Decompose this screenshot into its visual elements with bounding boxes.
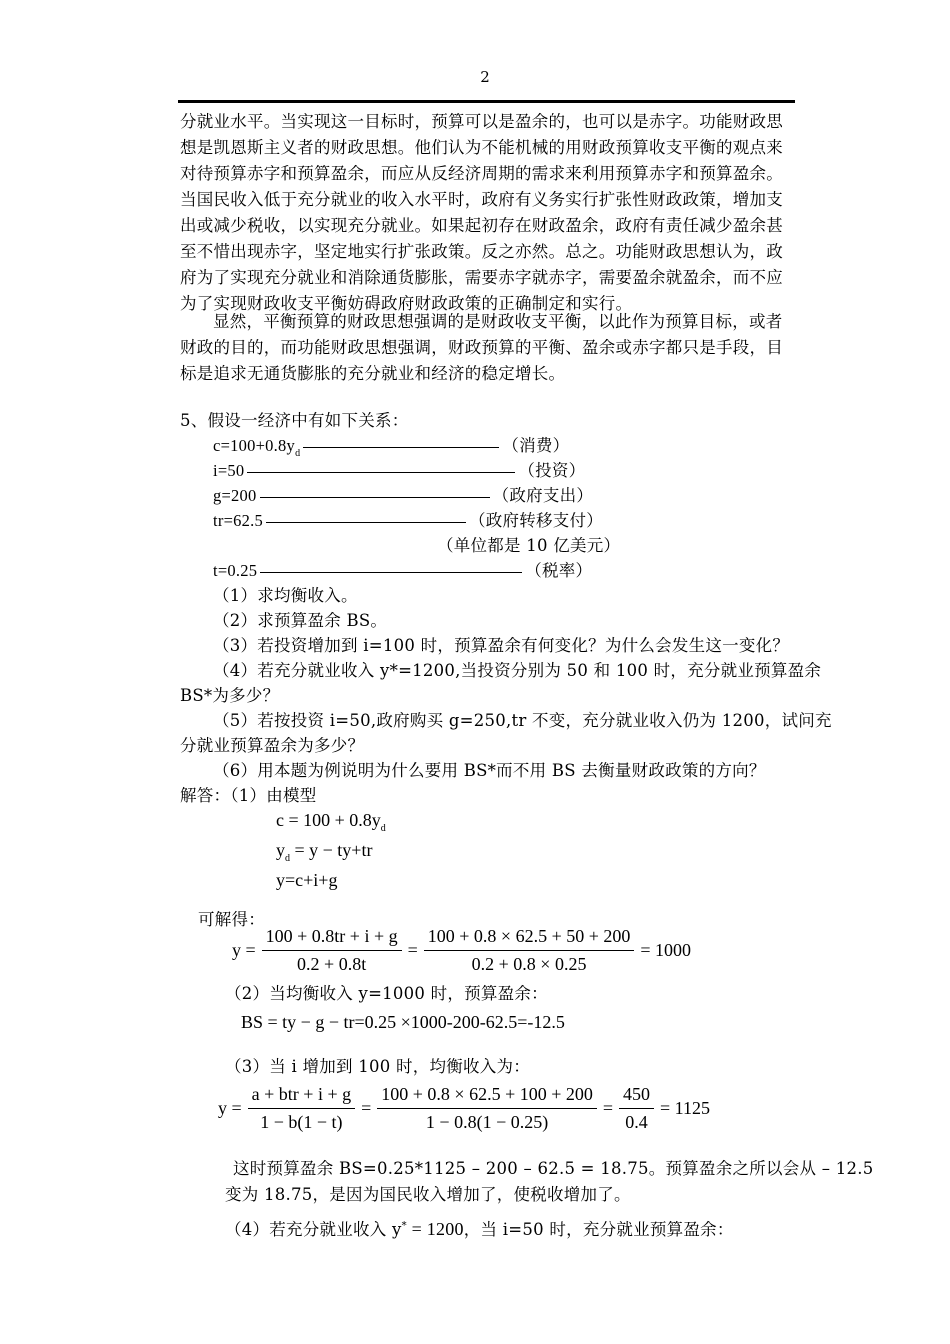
model-equilibrium: y=c+i+g (276, 870, 338, 890)
relation-consumption: $c=100+0.8y_d$ （消费） (213, 436, 570, 459)
question-3: （3）若投资增加到 i=100 时，预算盈余有何变化？为什么会发生这一变化？ (213, 636, 790, 655)
step3-result-line: 这时预算盈余 BS=0.25*1125 – 200 – 62.5 = 18.75。预算盈余之所以会从 – 12.5 (233, 1159, 874, 1178)
equation-equilibrium-income: y = $\frac{100 + 0.8tr + i + g}{0.2 + 0.8t}$ = $\frac{100 + 0.8 \times 62.5 + 50 + 200}{0.2 + 0.8 \times 0.25}$ = 1000 (232, 926, 692, 974)
question-4: （4）若充分就业收入 y*=1200,当投资分别为 50 和 100 时，充分就业预算盈余 (213, 661, 822, 680)
fraction: $\frac{450}{0.4}$ (619, 1084, 654, 1133)
fraction: $\frac{100 + 0.8tr + i + g}{0.2 + 0.8t}$ (262, 926, 402, 975)
problem-title: 5、假设一经济中有如下关系： (180, 411, 409, 430)
question-5-cont: 分就业预算盈余为多少？ (180, 736, 365, 755)
header-rule (178, 100, 795, 103)
step2-text: （2）当均衡收入 y=1000 时，预算盈余： (225, 984, 548, 1003)
question-6: （6）用本题为例说明为什么要用 BS*而不用 BS 去衡量财政政策的方向？ (213, 761, 766, 780)
step4-text: （4）若充分就业收入 y* = 1200，当 i=50 时，充分就业预算盈余： (225, 1219, 734, 1239)
unit-note: （单位都是 10 亿美元） (437, 536, 621, 555)
relation-government-spending: g=200 （政府支出） (213, 486, 594, 505)
equation-new-equilibrium-income: y = $\frac{\text{a + btr + i + g}}{1 - b(1 - t)}$ = $\frac{100 + 0.8 \times 62.5 + 100 + 200}{1 - 0.8(1 - 0.25)}$ = $\frac{450}{0.4}$ = 1125 (218, 1084, 711, 1132)
paragraph-line: 出或减少税收，以实现充分就业。如果起初存在财政盈余，政府有责任减少盈余甚 (180, 216, 783, 235)
relation-tax-rate: t=0.25 （税率） (213, 561, 593, 580)
paragraph-line: 标是追求无通货膨胀的充分就业和经济的稳定增长。 (180, 364, 566, 383)
paragraph-line: 想是凯恩斯主义者的财政思想。他们认为不能机械的用财政预算收支平衡的观点来 (180, 138, 783, 157)
paragraph-line: 当国民收入低于充分就业的收入水平时，政府有义务实行扩张性财政政策，增加支 (180, 190, 783, 209)
paragraph-line: 财政的目的，而功能财政思想强调，财政预算的平衡、盈余或赤字都只是手段，目 (180, 338, 783, 357)
solution-intro: 解答：（1）由模型 (180, 786, 317, 805)
question-2: （2）求预算盈余 BS。 (213, 611, 388, 630)
relation-investment: i=50 （投资） (213, 461, 586, 480)
relation-transfer-payment: tr=62.5 （政府转移支付） (213, 511, 604, 530)
paragraph-line: 对待预算赤字和预算盈余，而应从反经济周期的需求来利用预算赤字和预算盈余。 (180, 164, 783, 183)
fraction: $\frac{100 + 0.8 \times 62.5 + 100 + 200}{1 - 0.8(1 - 0.25)}$ (377, 1084, 597, 1133)
paragraph-line: 至不惜出现赤字，坚定地实行扩张政策。反之亦然。总之。功能财政思想认为，政 (180, 242, 783, 261)
fraction: $\frac{100 + 0.8 \times 62.5 + 50 + 200}{0.2 + 0.8 \times 0.25}$ (424, 926, 635, 975)
fraction: $\frac{\text{a + btr + i + g}}{1 - b(1 - t)}$ (248, 1084, 355, 1133)
question-4-cont: BS*为多少？ (180, 686, 280, 705)
paragraph-line: 分就业水平。当实现这一目标时，预算可以是盈余的，也可以是赤字。功能财政思 (180, 112, 783, 131)
paragraph-line: 府为了实现充分就业和消除通货膨胀，需要赤字就赤字，需要盈余就盈余，而不应 (180, 268, 783, 287)
step3-text: （3）当 i 增加到 100 时，均衡收入为： (225, 1057, 530, 1076)
page-number: 2 (480, 68, 490, 86)
step3-result-line: 变为 18.75，是因为国民收入增加了，使税收增加了。 (225, 1185, 631, 1204)
model-consumption: $c = 100 + 0.8y_d$ (276, 810, 386, 834)
paragraph-line: 为了实现财政收支平衡妨碍政府财政政策的正确制定和实行。 (180, 294, 633, 313)
budget-surplus-equation: BS = ty − g − tr=0.25 ×1000-200-62.5=-12.5 (241, 1012, 565, 1032)
question-1: （1）求均衡收入。 (213, 586, 358, 605)
question-5: （5）若按投资 i=50,政府购买 g=250,tr 不变，充分就业收入仍为 1200，试问充 (213, 711, 832, 730)
model-disposable-income: $y_d = y - ty+tr$ (276, 840, 373, 864)
solve-text: 可解得： (198, 910, 265, 929)
paragraph-line: 显然，平衡预算的财政思想强调的是财政收支平衡，以此作为预算目标，或者 (213, 312, 783, 331)
